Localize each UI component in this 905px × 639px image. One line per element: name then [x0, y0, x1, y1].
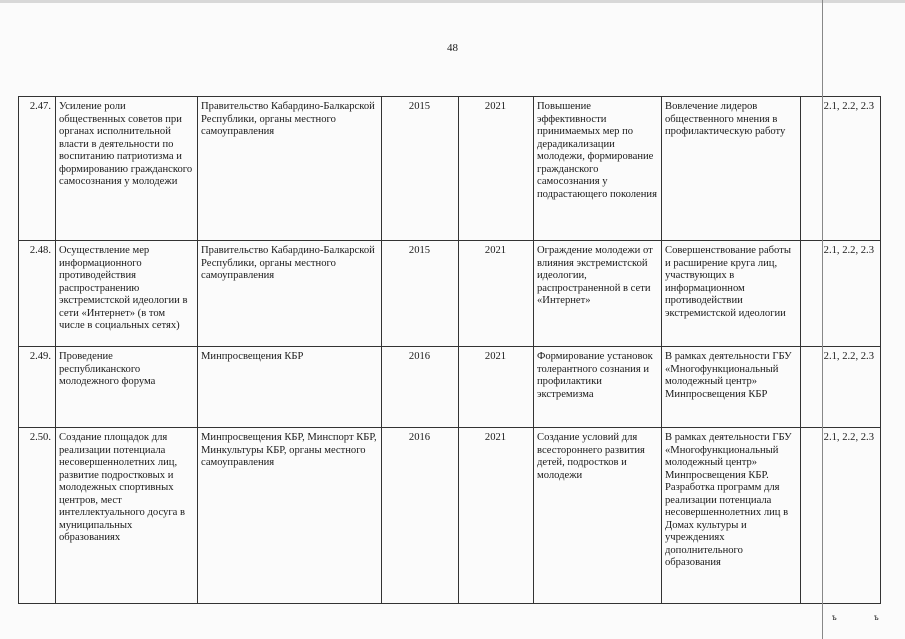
content-cell: Вовлечение лидеров общественного мнения в профилактическую работу — [665, 101, 786, 137]
indicators-cell: 2.1, 2.2, 2.3 — [823, 432, 874, 443]
result-cell: Ограждение молодежи от влияния экстремистской идеологии, распространенной в сети «Интернет» — [537, 245, 653, 306]
indicators-cell: 2.1, 2.2, 2.3 — [823, 351, 874, 362]
table-rule — [661, 96, 662, 604]
result-cell: Формирование установок толерантного сознания и профилактики экстремизма — [537, 351, 653, 400]
row-number: 2.47. — [29, 101, 51, 112]
executor-cell: Правительство Кабардино-Балкарской Республики, органы местного самоуправления — [201, 245, 375, 281]
content-cell: В рамках деятельности ГБУ «Многофункциональный молодежный центр» Минпросвещения КБР. Разработка программ для реализации потенциала несовершеннолетних лиц в Домах культуры и учреждениях дополнительного образования — [665, 432, 792, 568]
executor-cell: Правительство Кабардино-Балкарской Республики, органы местного самоуправления — [201, 101, 375, 137]
indicators-cell: 2.1, 2.2, 2.3 — [823, 245, 874, 256]
end-year-cell: 2021 — [484, 245, 507, 256]
table-rule — [18, 96, 19, 604]
end-year-cell: 2021 — [484, 351, 507, 362]
scan-mark: ъ — [832, 612, 837, 622]
table-rule — [55, 96, 56, 604]
end-year-cell: 2021 — [484, 101, 507, 112]
start-year-cell: 2015 — [408, 245, 431, 256]
scan-fold-line — [822, 0, 823, 639]
row-number: 2.49. — [29, 351, 51, 362]
table-rule — [800, 96, 801, 604]
page-number: 48 — [447, 42, 458, 54]
activity-cell: Осуществление мер информационного противодействия распространению экстремистской идеологии в сети «Интернет» (в том числе в социальных сетях) — [59, 245, 188, 331]
start-year-cell: 2016 — [408, 351, 431, 362]
table-rule — [381, 96, 382, 604]
table-rule — [18, 240, 880, 241]
row-number: 2.50. — [29, 432, 51, 443]
executor-cell: Минпросвещения КБР — [201, 351, 304, 362]
table-rule — [18, 96, 880, 97]
indicators-cell: 2.1, 2.2, 2.3 — [823, 101, 874, 112]
table-rule — [197, 96, 198, 604]
activity-cell: Проведение республиканского молодежного форума — [59, 351, 156, 387]
start-year-cell: 2016 — [408, 432, 431, 443]
table-rule — [18, 603, 880, 604]
activity-cell: Усиление роли общественных советов при органах исполнительной власти в деятельности по воспитанию патриотизма и формированию гражданского самосознания у молодежи — [59, 101, 193, 187]
table-rule — [18, 427, 880, 428]
scan-mark: ъ — [874, 612, 879, 622]
scan-edge-artifact — [0, 0, 905, 3]
table-rule — [458, 96, 459, 604]
table-rule — [18, 346, 880, 347]
content-cell: В рамках деятельности ГБУ «Многофункциональный молодежный центр» Минпросвещения КБР — [665, 351, 792, 400]
start-year-cell: 2015 — [408, 101, 431, 112]
activity-cell: Создание площадок для реализации потенциала несовершеннолетних лиц, развитие подростковых и молодежных спортивных центров, мест интеллектуального досуга в муниципальных образованиях — [59, 432, 186, 543]
row-number: 2.48. — [29, 245, 51, 256]
table-rule — [533, 96, 534, 604]
content-cell: Совершенствование работы и расширение круга лиц, участвующих в информационном противодействии экстремистской идеологии — [665, 245, 791, 319]
result-cell: Создание условий для всестороннего развития детей, подростков и молодежи — [537, 432, 645, 481]
executor-cell: Минпросвещения КБР, Минспорт КБР, Минкультуры КБР, органы местного самоуправления — [201, 432, 377, 468]
end-year-cell: 2021 — [484, 432, 507, 443]
result-cell: Повышение эффективности принимаемых мер по дерадикализации молодежи, формирование гражданского самосознания у подрастающего поколения — [537, 101, 657, 200]
table-rule — [880, 96, 881, 604]
